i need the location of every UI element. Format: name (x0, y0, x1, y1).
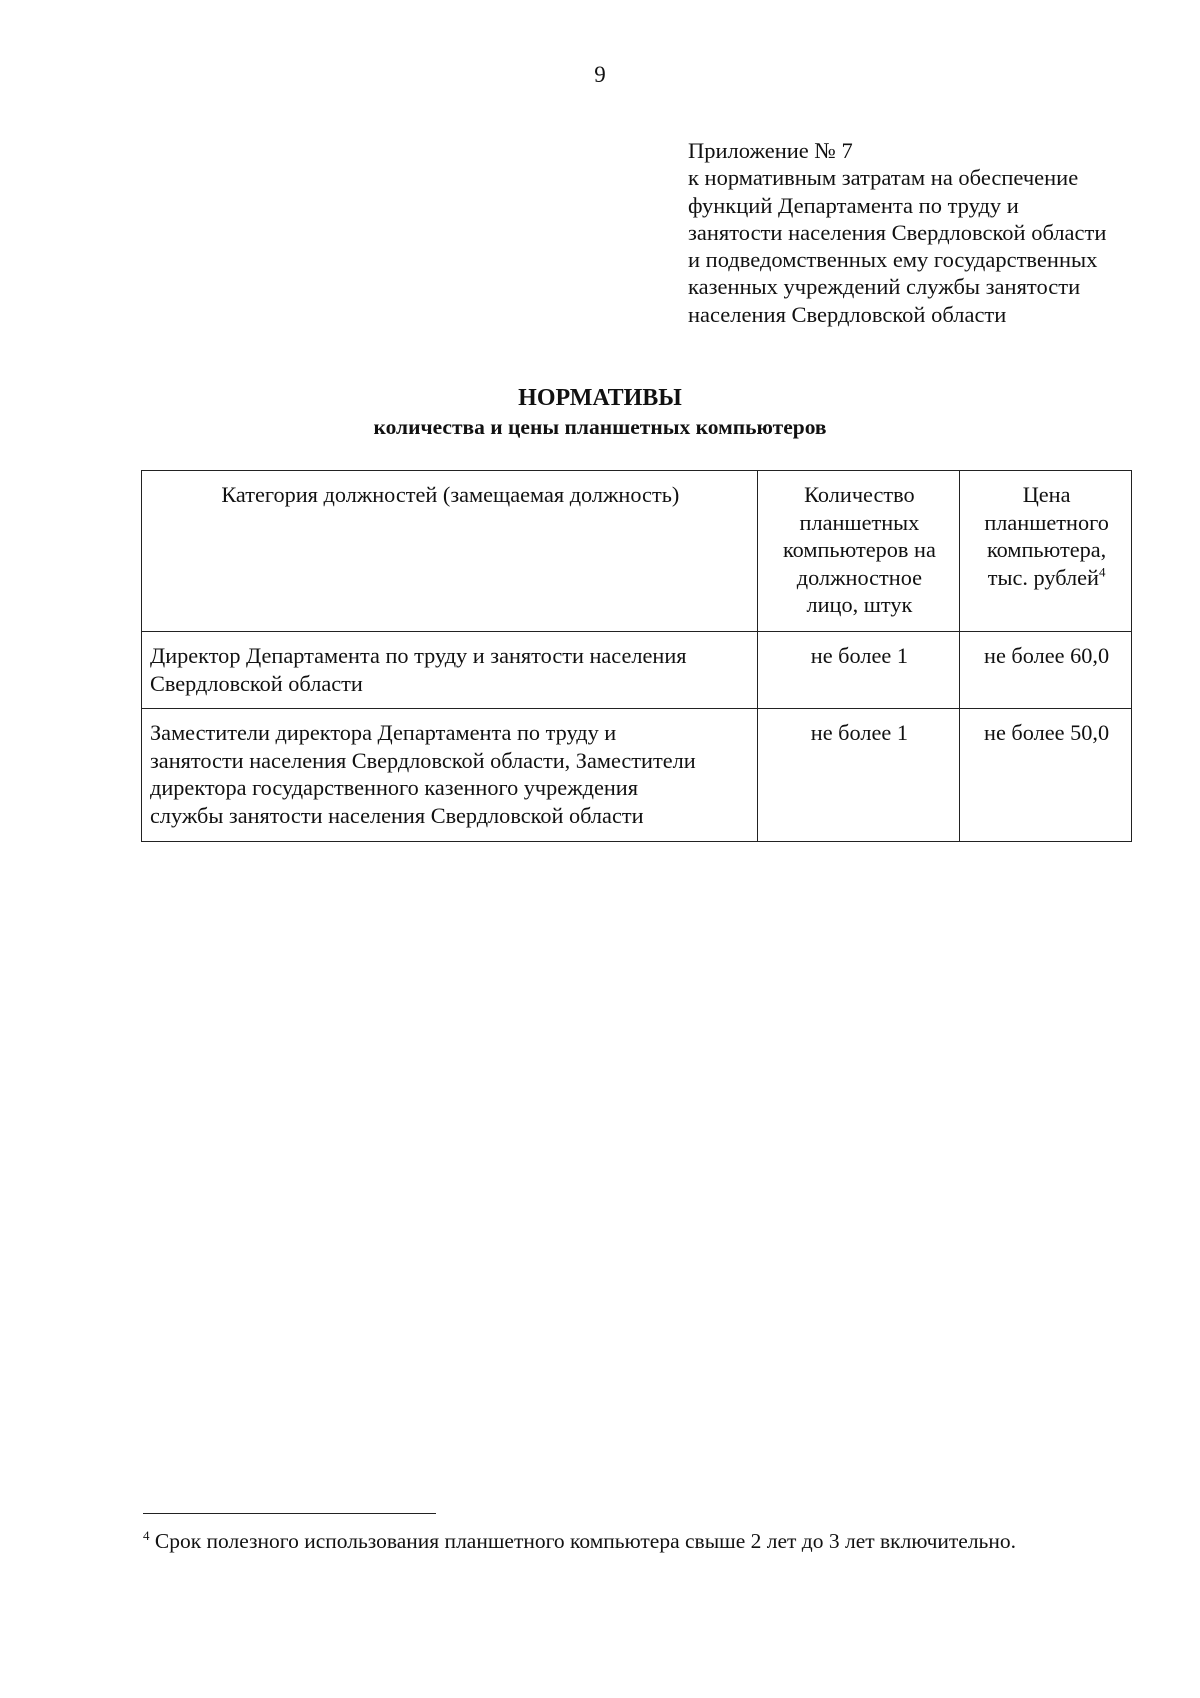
cell-price: не более 60,0 (960, 632, 1132, 709)
cell-category (142, 632, 758, 709)
table-header-row (142, 471, 1132, 632)
category-line: занятости населения Свердловской области, Заместители (150, 747, 696, 773)
header-price-line: планшетного (984, 509, 1109, 535)
header-price-line: компьютера, (986, 537, 1107, 562)
title-main: НОРМАТИВЫ (518, 385, 682, 411)
header-category (142, 471, 758, 632)
footnote-separator (143, 1513, 436, 1514)
appendix-line: занятости населения Свердловской области (688, 219, 1107, 245)
cell-quantity: не более 1 (757, 632, 960, 709)
header-price-line: Цена (1022, 482, 1071, 507)
header-category-text: Категория должностей (замещаемая должность) (221, 482, 680, 507)
document-title (0, 383, 1200, 441)
header-price (960, 471, 1132, 632)
appendix-line: функций Департамента по труду и (688, 192, 1019, 218)
table-row (142, 709, 1132, 842)
category-line: Свердловской области (150, 670, 363, 696)
header-quantity-line: Количество (804, 482, 915, 507)
header-quantity-line: лицо, штук (806, 592, 913, 617)
cell-category (142, 709, 758, 842)
title-subtitle: количества и цены планшетных компьютеров (373, 415, 827, 439)
footnote-text: Срок полезного использования планшетного компьютера свыше 2 лет до 3 лет включительно. (149, 1529, 1016, 1553)
appendix-line: Приложение № 7 (688, 138, 853, 163)
norms-table (141, 470, 1132, 842)
category-line: службы занятости населения Свердловской области (150, 802, 644, 828)
header-quantity-line: планшетных (799, 509, 920, 535)
appendix-note (688, 137, 1188, 328)
category-line: директора государственного казенного учреждения (150, 775, 638, 800)
footnote-reference[interactable]: 4 (1098, 564, 1106, 580)
category-line: Директор Департамента по труду и занятости населения (150, 643, 687, 668)
cell-price: не более 50,0 (960, 709, 1132, 842)
appendix-line: казенных учреждений службы занятости (688, 274, 1081, 300)
header-price-line: тыс. рублей (987, 564, 1099, 590)
header-quantity (757, 471, 960, 632)
appendix-line: к нормативным затратам на обеспечение (688, 165, 1079, 191)
header-quantity-line: компьютеров на (782, 537, 936, 562)
header-price-last-line (968, 564, 1125, 592)
page-number: 9 (594, 62, 606, 87)
table-row (142, 632, 1132, 709)
header-quantity-line: должностное (796, 564, 923, 590)
footnote-mark: 4 (143, 1527, 150, 1543)
appendix-line: населения Свердловской области (688, 301, 1007, 327)
footnote (143, 1528, 1183, 1555)
category-line: Заместители директора Департамента по труду и (150, 720, 617, 745)
cell-quantity: не более 1 (757, 709, 960, 842)
appendix-line: и подведомственных ему государственных (688, 247, 1098, 273)
